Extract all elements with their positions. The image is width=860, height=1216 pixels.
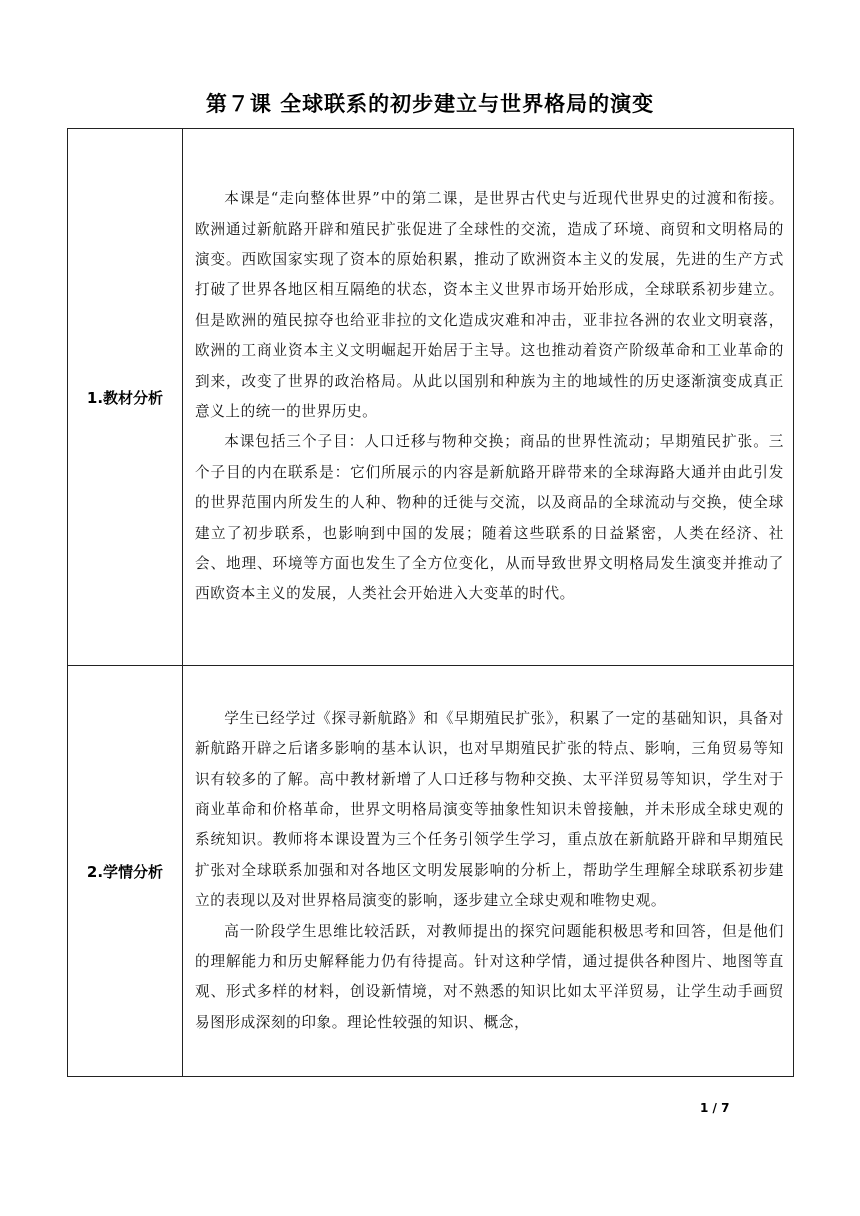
table-row-student-analysis — [68, 666, 794, 1077]
section-content-textbook-analysis — [183, 129, 794, 666]
section-label-textbook-analysis: 1.教材分析 — [68, 129, 183, 666]
paragraph: 本课是“走向整体世界”中的第二课，是世界古代史与近现代世界史的过渡和衔接。欧洲通过新航路开辟和殖民扩张促进了全球性的交流，造成了环境、商贸和文明格局的演变。西欧国家实现了资本的原始积累，推动了欧洲资本主义的发展，先进的生产方式打破了世界各地区相互隔绝的状态，资本主义世界市场开始形成，全球联系初步建立。但是欧洲的殖民掠夺也给亚非拉的文化造成灾难和冲击，亚非拉各洲的农业文明衰落，欧洲的工商业资本主义文明崛起开始居于主导。这也推动着资产阶级革命和工业革命的到来，改变了世界的政治格局。从此以国别和种族为主的地域性的历史逐渐演变成真正意义上的统一的世界历史。 — [195, 190, 784, 420]
section-label-student-analysis: 2.学情分析 — [68, 666, 183, 1077]
paragraph: 高一阶段学生思维比较活跃，对教师提出的探究问题能积极思考和回答，但是他们的理解能力和历史解释能力仍有待提高。针对这种学情，通过提供各种图片、地图等直观、形式多样的材料，创设新情境，对不熟悉的知识比如太平洋贸易，让学生动手画贸易图形成深刻的印象。理论性较强的知识、概念， — [195, 922, 784, 1031]
document-title: 第７课 全球联系的初步建立与世界格局的演变 — [205, 92, 655, 116]
lesson-analysis-table — [67, 128, 794, 1077]
paragraph: 本课包括三个子目：人口迁移与物种交换；商品的世界性流动；早期殖民扩张。三个子目的内在联系是：它们所展示的内容是新航路开辟带来的全球海路大通并由此引发的世界范围内所发生的人种、物种的迁徙与交流，以及商品的全球流动与交换，使全球建立了初步联系，也影响到中国的发展；随着这些联系的日益紧密，人类在经济、社会、地理、环境等方面也发生了全方位变化，从而导致世界文明格局发生演变并推动了西欧资本主义的发展，人类社会开始进入大变革的时代。 — [195, 433, 784, 603]
section-content-student-analysis — [183, 666, 794, 1077]
page-number: 1 / 7 — [700, 1101, 730, 1115]
paragraph: 学生已经学过《探寻新航路》和《早期殖民扩张》，积累了一定的基础知识，具备对新航路开辟之后诸多影响的基本认识，也对早期殖民扩张的特点、影响，三角贸易等知识有较多的了解。高中教材新增了人口迁移与物种交换、太平洋贸易等知识，学生对于商业革命和价格革命，世界文明格局演变等抽象性知识未曾接触，并未形成全球史观的系统知识。教师将本课设置为三个任务引领学生学习，重点放在新航路开辟和早期殖民扩张对全球联系加强和对各地区文明发展影响的分析上，帮助学生理解全球联系初步建立的表现以及对世界格局演变的影响，逐步建立全球史观和唯物史观。 — [195, 709, 784, 910]
table-row-textbook-analysis — [68, 129, 794, 666]
